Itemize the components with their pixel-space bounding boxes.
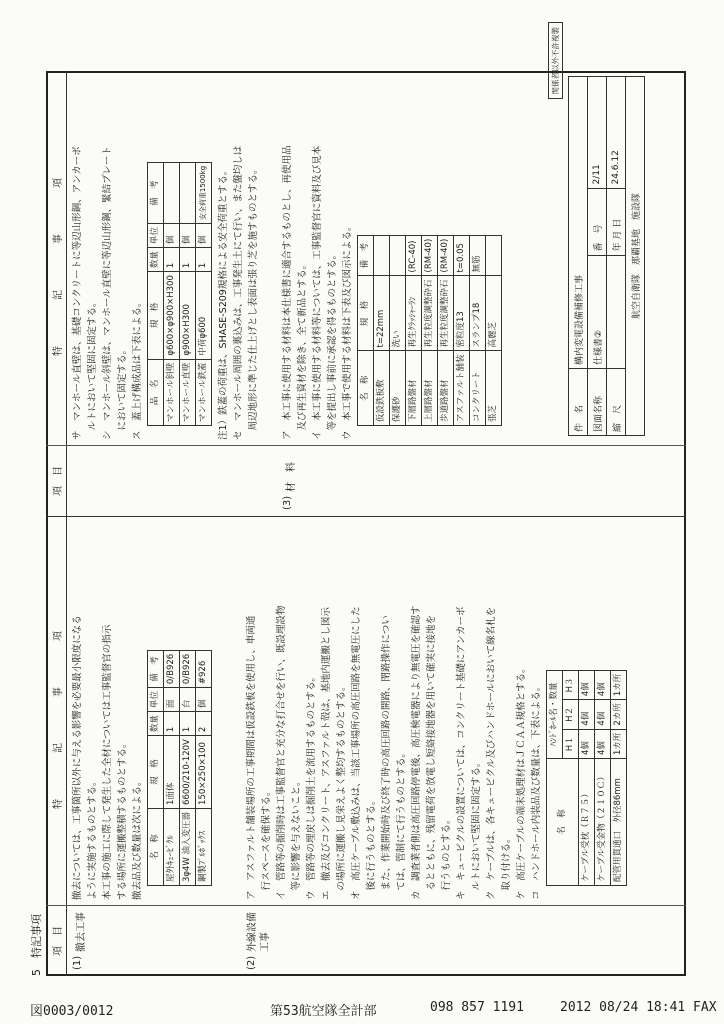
materials-title: 材 料 (286, 462, 297, 492)
text-header: 特 記 事 項 (52, 613, 64, 809)
table-row (611, 670, 627, 885)
table-cell: 再生粒度調整砕石 (422, 276, 438, 351)
text-line: エ 撤去及びコンクリート、アスファルト殻は、基地内運搬とし図示 (321, 607, 332, 900)
table-cell: 図面名称 (588, 369, 607, 436)
table-cell: 0/B926 (164, 650, 180, 687)
table-header: 規 格 (148, 736, 164, 809)
materials-body (280, 77, 506, 440)
fax-page-number: 図0003/0012 (30, 1004, 114, 1019)
section-2-body (244, 523, 631, 900)
table-row (486, 235, 502, 425)
table-cell: 再生ｸﾗｯｼｬｰﾗﾝ (406, 276, 422, 351)
table-cell: 2カ所 (611, 700, 627, 729)
sheet-header: 5 特記事項 (30, 914, 43, 976)
table-cell: φ900×H300 (180, 272, 196, 360)
table-cell: 洗い (390, 276, 406, 351)
table-cell: 1 (180, 712, 196, 736)
table-cell: 個 (196, 224, 212, 248)
table-row (196, 650, 212, 885)
table-header-row (358, 235, 374, 425)
table-row (569, 77, 588, 436)
fax-number: 098 857 1191 (430, 1000, 524, 1015)
table-header: 品 名 (148, 359, 164, 425)
text-line: 撤去については、工事箇所以外に与える影響を必要最小限度になる (72, 615, 83, 900)
table-cell: コンクリート (470, 351, 486, 426)
table-cell: 4個 (595, 700, 611, 729)
table-cell: 4個 (579, 700, 595, 729)
table-cell: 150×250×100 (196, 736, 212, 809)
text-line: 取り付ける。 (501, 833, 512, 900)
table-row (470, 235, 486, 425)
table-row (164, 650, 180, 885)
table-row (406, 235, 422, 425)
table-cell: 屋外ｷｭｰﾋﾞｸﾙ (164, 808, 180, 885)
column-divider (66, 905, 686, 906)
table-cell: φ600×φ900×H300 (164, 272, 180, 360)
table-cell: 縮 尺 (607, 369, 626, 436)
table-header: 単位 (148, 688, 164, 712)
table-cell: 安全荷重1500kg (196, 162, 212, 223)
table-cell: マンホール鉄蓋 (196, 359, 212, 425)
text-line: ルトにおいて堅固に固定する。 (471, 757, 482, 900)
text-line: ように実施するものとする。 (87, 776, 98, 900)
materials-number: (3) (282, 495, 293, 510)
table-cell (164, 162, 180, 223)
text-line: ク ケーブルは、各キュービクル及びハンドホールにおいて線名札を (486, 606, 497, 900)
table-cell: ケーブル受枕（Ｒ７５） (579, 759, 595, 886)
text-line: コ ハンドホール内装品及び数量は、下表による。 (531, 681, 542, 900)
table-cell: 1 (164, 248, 180, 272)
table-cell: 再生粒度調整砕石 (438, 276, 454, 351)
table-cell: 3φ4W 油入変圧器 (180, 808, 196, 885)
text-line: の場所に運搬し見栄えよく整均するものとする。 (336, 681, 347, 900)
table-cell: (RM-40) (422, 235, 438, 276)
table-cell: 無筋 (470, 235, 486, 276)
drawing-number: 2/11 (588, 77, 607, 189)
no-copy-stamp: 関係者以外不許複製 (548, 22, 563, 100)
text-line: オ 高圧ケーブル敷込みは、当該工事場所の高圧回路を無電圧にした (351, 606, 362, 900)
table-cell (374, 235, 390, 276)
table-row (438, 235, 454, 425)
table-cell: (RM-40) (438, 235, 454, 276)
section-2-number: (2) (246, 955, 257, 970)
table-header-row (547, 670, 563, 885)
table-cell: 4個 (579, 729, 595, 758)
text-line: 周辺地形に準じた仕上げとし表面は張り芝を施すものとする。 (248, 164, 259, 440)
table-header: 数量 (148, 248, 164, 272)
table-row (607, 77, 626, 436)
left-column (46, 516, 686, 976)
table-cell: t=22mm (374, 276, 390, 351)
table-cell: 個 (164, 224, 180, 248)
table-cell (390, 235, 406, 276)
text-line: イ 本工事に使用する材料等については、工事監督官に資料及び見本 (312, 145, 323, 440)
table-cell: スランプ18 (470, 276, 486, 351)
table-header: 数量 (148, 712, 164, 736)
table-header: H２ (563, 700, 579, 729)
table-cell: 個 (180, 224, 196, 248)
table-cell: (RC-40) (406, 235, 422, 276)
table-cell: 1カ所 (611, 670, 627, 699)
table-header: 名 称 (148, 808, 164, 885)
text-header: 特 記 事 項 (52, 160, 64, 356)
text-line: 行スペースを確保する。 (261, 786, 272, 900)
table-cell: 中荷φ600 (196, 272, 212, 360)
text-line: において固定する。 (117, 344, 128, 440)
text-line: 等を提出し事前に承認を得るものとする。 (327, 249, 338, 440)
table-cell: 番 号 (588, 188, 607, 255)
table-cell: #926 (196, 650, 212, 687)
drawing-name: 仕様書② (588, 255, 607, 368)
table-cell: 高麗芝 (486, 276, 502, 351)
table-cell: 6600/210-120V (180, 736, 196, 809)
table-cell: 1面体 (164, 736, 180, 809)
table-header: 名 称 (358, 351, 374, 426)
table-header: 単位 (148, 224, 164, 248)
table-header: 備 考 (358, 235, 374, 276)
table-row (579, 670, 595, 885)
table-row (164, 162, 180, 425)
table-cell: アスファルト舗装 (454, 351, 470, 426)
title-block (568, 76, 645, 436)
organization: 航空自衛隊 那覇基地 施設隊 (626, 77, 645, 436)
section-1-body (70, 523, 216, 900)
text-line: ては、管制にて行うものとする。 (396, 747, 407, 900)
note-line: 注1）鉄蓋の荷重は、SHASE-S209規格による安全荷重とする。 (218, 165, 229, 440)
table-header: H１ (563, 729, 579, 758)
text-line: する場所に運搬整積するものとする。 (117, 738, 128, 900)
table-cell: 1 (196, 248, 212, 272)
left-column-header (46, 517, 67, 976)
table-row (196, 162, 212, 425)
table-cell: 個 (196, 688, 212, 712)
table-cell: 下層路盤材 (406, 351, 422, 426)
table-row (390, 235, 406, 425)
text-line: カ 調査業者側は高圧回路停電後、高圧検電器により無電圧を確認す (411, 605, 422, 900)
handhole-items-table (546, 670, 627, 886)
table-header: 名 称 (547, 759, 579, 886)
table-cell: 配管用貫通口 外径86mm (611, 759, 627, 886)
table-cell: 張芝 (486, 351, 502, 426)
table-cell: 鋼製ﾌﾟﾙﾎﾞｯｸｽ (196, 808, 212, 885)
text-line: ルトにおいて堅固に固定する。 (87, 297, 98, 440)
table-header-row (148, 650, 164, 885)
text-line: 撤去品及び数量は次による。 (132, 776, 143, 900)
table-cell: 1 (164, 712, 180, 736)
table-row (626, 77, 645, 436)
right-column-header (46, 71, 67, 516)
text-line: ウ 管路等の埋戻しは掘削土を流用するものとする。 (306, 671, 317, 900)
table-cell: 保護砂 (390, 351, 406, 426)
text-line: ウ 本工事で使用する材料は下表及び図示による。 (342, 221, 353, 440)
section-2-title: 外線設備工事 (247, 912, 271, 952)
fax-datetime: 2012 08/24 18:41 FAX (560, 1000, 717, 1015)
text-line: サ マンホール直壁は、基礎コンクリートに等辺山形鋼、アンカーボ (72, 146, 83, 440)
text-line: イ 管路等の掘削時は工事監督官と充分な打合せを行い、既設埋設物 (276, 605, 287, 900)
table-cell: マンホール直壁 (180, 359, 196, 425)
table-cell: ケーブル受金物（２１０Ｃ） (595, 759, 611, 886)
text-line: キ キュービクルの設置については、コンクリート基礎にアンカーボ (456, 606, 467, 900)
table-cell: 年 月 日 (607, 188, 626, 255)
table-row (588, 77, 607, 436)
table-cell: 4個 (595, 729, 611, 758)
column-divider (66, 445, 686, 446)
table-cell: t=0.05 (454, 235, 470, 276)
item-header: 項 目 (46, 905, 66, 976)
right-continuation-body (70, 77, 261, 440)
fax-sender: 第53航空隊全計部 (270, 1004, 377, 1019)
table-header: 規 格 (358, 276, 374, 351)
text-line: 後に行うものとする。 (366, 795, 377, 900)
table-row (180, 650, 196, 885)
text-line: 及び再生資材を除き、全て新品とする。 (297, 259, 308, 440)
table-cell: 4個 (595, 670, 611, 699)
title-block-table (568, 76, 645, 436)
project-name: 構内変電設備補修工事 (569, 77, 588, 369)
table-row (180, 162, 196, 425)
table-cell: 歩道路盤材 (438, 351, 454, 426)
specification-sheet (8, 12, 704, 1016)
materials-table (357, 235, 502, 426)
table-row (595, 670, 611, 885)
text-line: 行うものとする。 (441, 814, 452, 900)
table-cell: 面 (164, 688, 180, 712)
table-header: 備 考 (148, 650, 164, 687)
text-line: ケ 高圧ケーブルの端末処理材はＪＣＡＡ規格とする。 (516, 663, 527, 900)
table-cell: 2 (196, 712, 212, 736)
table-cell: 件 名 (569, 369, 588, 436)
item-header: 項 目 (46, 445, 66, 516)
text-line: セ マンホール周囲の裏込みは、工事発生土にて行い、また盤均しは (233, 145, 244, 440)
text-line: ス 蓋上げ構成品は下表による。 (132, 297, 143, 440)
text-line: 本工事の施工に際して発生した全材については工事監督官の指示 (102, 624, 113, 900)
table-cell: 台 (180, 688, 196, 712)
table-row (454, 235, 470, 425)
table-row (422, 235, 438, 425)
table-cell: 上層路盤材 (422, 351, 438, 426)
text-line: 等に影響を与えないこと。 (291, 776, 302, 900)
table-cell: 1 (180, 248, 196, 272)
table-cell: 密粒度13 (454, 276, 470, 351)
table-header: 備 考 (148, 162, 164, 223)
table-header: 規 格 (148, 272, 164, 360)
text-line: ア 本工事に使用する材料は本仕様書に適合するものとし、再使用品 (282, 145, 293, 440)
table-cell: マンホール斜壁 (164, 359, 180, 425)
table-header: ﾊﾝﾄﾞﾎｰﾙ名・数量 (547, 670, 563, 758)
table-cell (180, 162, 196, 223)
table-cell: 1カ所 (611, 729, 627, 758)
removal-items-table (147, 650, 212, 886)
drawing-date: 24.6.12 (607, 77, 626, 189)
table-header-row (148, 162, 164, 425)
text-line: また、作業開始時及び終了時の高圧回路の開路、閉路操作につい (381, 615, 392, 900)
section-1-title: 撤去工事 (76, 912, 87, 952)
table-row (374, 235, 390, 425)
text-line: シ マンホール斜壁は、マンホール直壁に等辺山形鋼、緊結プレート (102, 146, 113, 440)
manhole-parts-table (147, 162, 212, 426)
table-header: H３ (563, 670, 579, 699)
table-cell (486, 235, 502, 276)
text-line: ア アスファルト舗装場所の工事期間は仮設鉄板を使用し、車両通 (246, 615, 257, 900)
text-line: るとともに、残留電荷を放電し短絡接地器を用いて確実に接地を (426, 614, 437, 900)
table-cell (607, 255, 626, 368)
table-cell: 仮設鉄板敷 (374, 351, 390, 426)
section-1-number: (1) (72, 955, 83, 970)
table-cell: 4個 (579, 670, 595, 699)
table-cell: 0/B926 (180, 650, 196, 687)
